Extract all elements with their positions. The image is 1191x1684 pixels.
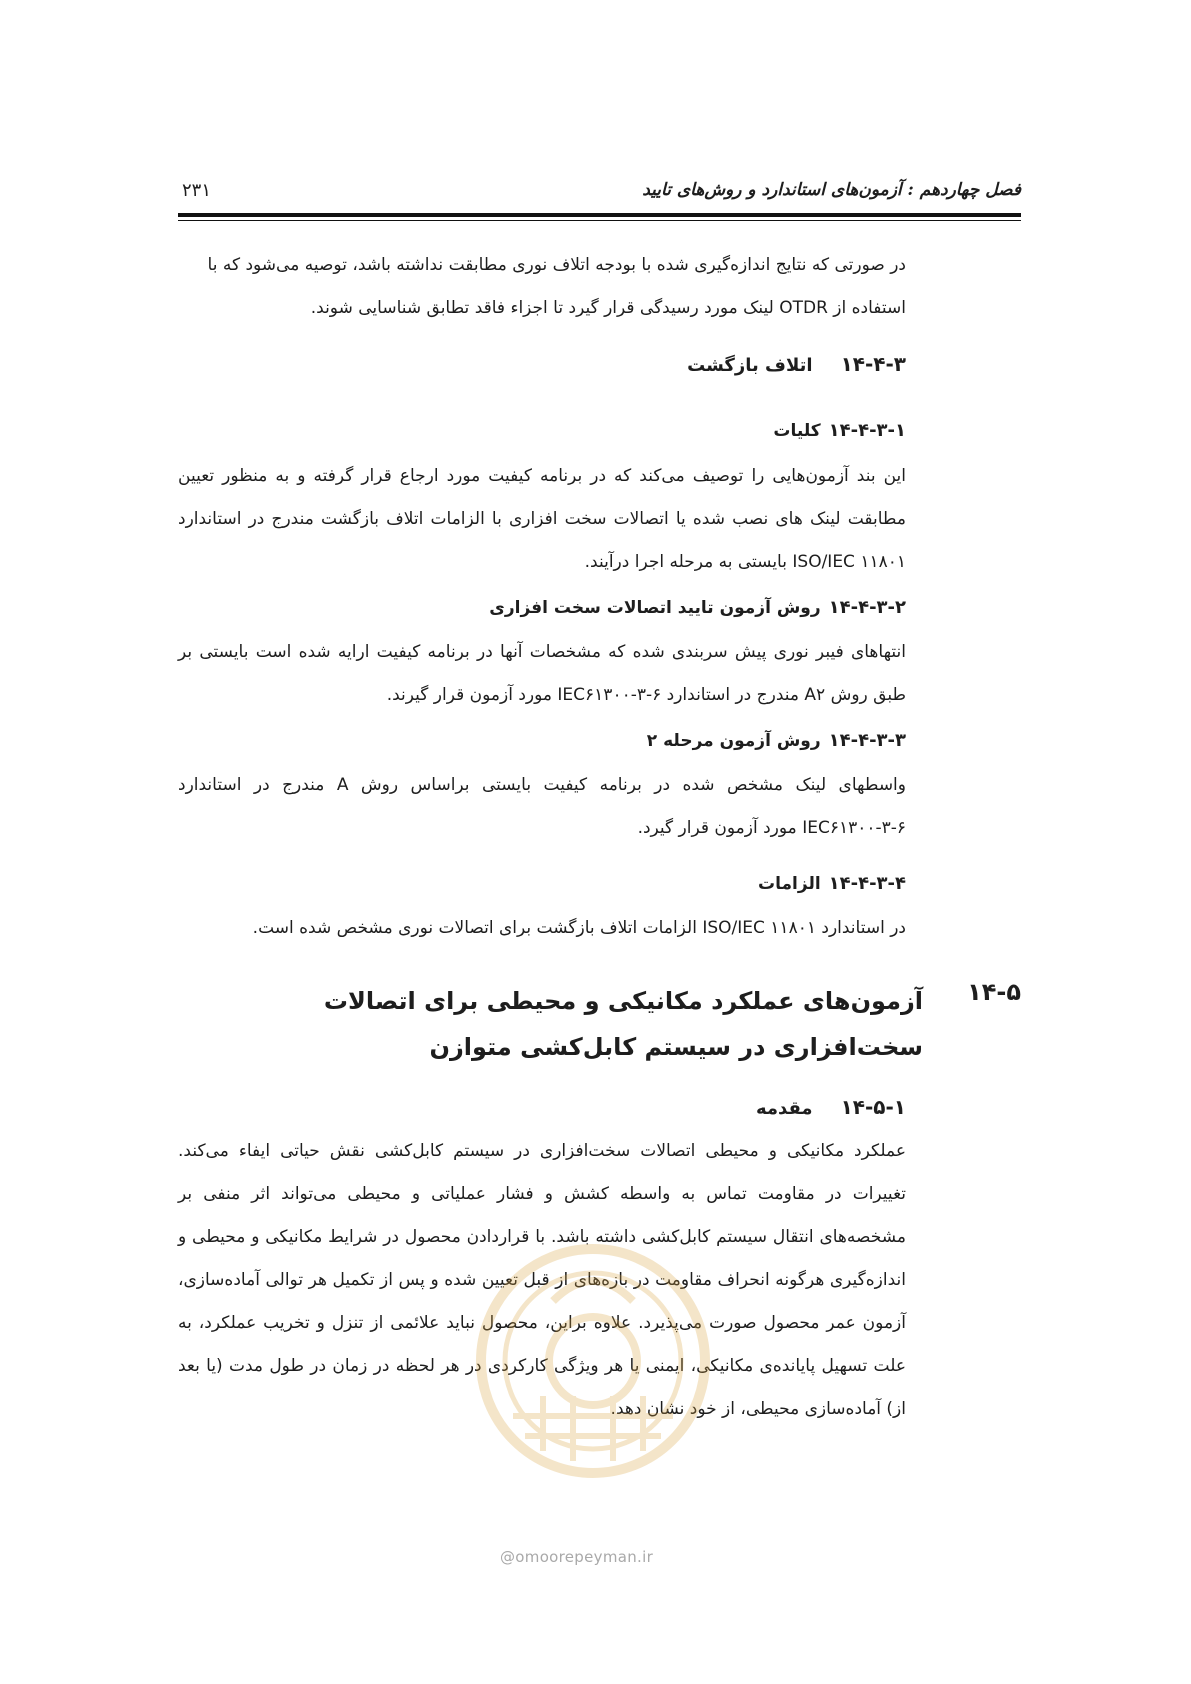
section-title: روش آزمون مرحله ۲	[646, 731, 821, 751]
section-title: اتلاف بازگشت	[687, 355, 813, 376]
section-number: ۱۴-۴-۳	[840, 352, 906, 376]
header-rule-thin	[178, 220, 1021, 221]
section-title: روش آزمون تایید اتصالات سخت افزاری	[489, 598, 821, 618]
section-number: ۱۴-۵	[967, 978, 1021, 1006]
paragraph-14-4-3-3: واسطهای لینک مشخص شده در برنامه کیفیت بایستی براساس روش A مندرج در استاندارد IEC۶۱۳۰۰-۳-۶ مورد آزمون قرار گیرد.	[178, 775, 906, 838]
heading-14-5-1	[756, 1095, 906, 1119]
chapter-title: فصل چهاردهم : آزمون‌های استاندارد و روش‌های تایید	[642, 180, 1021, 200]
section-title: کلیات	[773, 421, 821, 441]
section-number: ۱۴-۴-۳-۴	[828, 873, 906, 894]
intro-paragraph: در صورتی که نتایج اندازه‌گیری شده با بودجه اتلاف نوری مطابقت نداشته باشد، توصیه می‌شود که با استفاده از OTDR لینک مورد رسیدگی قرار گیرد تا اجزاء فاقد تطابق شناسایی شوند.	[207, 255, 906, 318]
heading-14-4-3-1	[773, 420, 906, 441]
header-rule-thick	[178, 213, 1021, 217]
section-number: ۱۴-۵-۱	[840, 1095, 906, 1119]
heading-14-5	[178, 978, 1021, 1070]
watermark-logo	[473, 1241, 713, 1481]
section-number: ۱۴-۴-۳-۲	[828, 597, 906, 618]
heading-14-4-3-2	[489, 597, 906, 618]
paragraph-14-5-1: عملکرد مکانیکی و محیطی اتصالات سخت‌افزاری در سیستم کابل‌کشی نقش حیاتی ایفاء می‌کند. تغییرات در مقاومت تماس به واسطه کشش و فشار عملیاتی و محیطی می‌تواند اثر منفی بر مشخصه‌های انتقال سیستم کابل‌کشی داشته باشد. با قراردادن محصول در شرایط مکانیکی و محیطی و اندازه‌گیری هرگونه انحراف مقاومت در بازه‌های از قبل تعیین شده و پس از تکمیل هر توالی آماده‌سازی، آزمون عمر محصول صورت می‌پذیرد. علاوه براین، محصول نباید علائمی از تنزل و تخریب عملکرد، به علت تسهیل پایانده‌ی مکانیکی، ایمنی یا هر ویژگی کارکردی در هر لحظه در زمان در طول مدت (یا بعد از) آماده‌سازی محیطی، از خود نشان دهد.	[178, 1141, 906, 1419]
page-number: ۲۳۱	[182, 180, 212, 201]
section-number: ۱۴-۴-۳-۱	[828, 420, 906, 441]
section-title: مقدمه	[756, 1098, 813, 1119]
heading-14-4-3	[687, 352, 906, 376]
section-number: ۱۴-۴-۳-۳	[828, 730, 906, 751]
running-header	[178, 180, 1021, 210]
footer-website: @omoorepeyman.ir	[500, 1548, 654, 1566]
section-title: الزامات	[758, 874, 821, 894]
paragraph-14-4-3-1: این بند آزمون‌هایی را توصیف می‌کند که در برنامه کیفیت مورد ارجاع قرار گرفته و به منظور تعیین مطابقت لینک های نصب شده یا اتصالات سخت افزاری با الزامات اتلاف بازگشت مندرج در استاندارد ISO/IEC ۱۱۸۰۱ بایستی به مرحله اجرا درآیند.	[178, 466, 906, 572]
heading-14-4-3-3	[647, 730, 906, 751]
heading-14-4-3-4	[758, 873, 906, 894]
paragraph-14-4-3-4: در استاندارد ISO/IEC ۱۱۸۰۱ الزامات اتلاف بازگشت برای اتصالات نوری مشخص شده است.	[252, 918, 906, 938]
section-title: آزمون‌های عملکرد مکانیکی و محیطی برای اتصالات سخت‌افزاری در سیستم کابل‌کشی متوازن	[323, 987, 923, 1061]
paragraph-14-4-3-2: انتهاهای فیبر نوری پیش سربندی شده که مشخصات آنها در برنامه کیفیت ارایه شده است بایستی بر طبق روش A۲ مندرج در استاندارد IEC۶۱۳۰۰-۳-۶ مورد آزمون قرار گیرند.	[178, 642, 906, 705]
